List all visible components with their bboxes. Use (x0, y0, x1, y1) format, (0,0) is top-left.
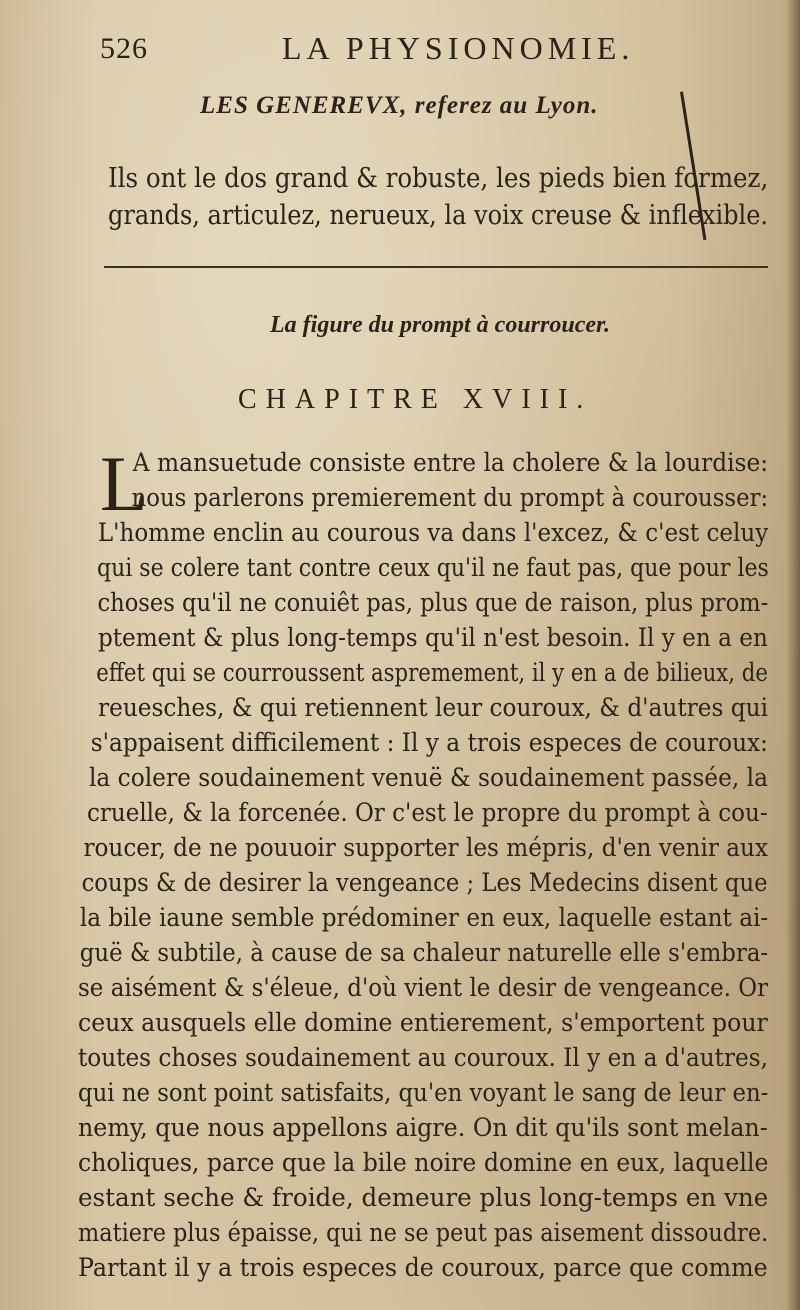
handwritten-annotation: LES GENEREVX, referez au Lyon. (200, 92, 599, 119)
body-line: choliques, parce que la bile noire domine en eux, laquelle (78, 1148, 769, 1178)
body-line: estant seche & froide, demeure plus long-temps en vne (78, 1183, 769, 1213)
body-line: nemy, que nous appellons aigre. On dit qu'ils sont melan- (78, 1113, 768, 1143)
body-line: cruelle, & la forcenée. Or c'est le propre du prompt à cou- (87, 798, 768, 828)
body-line: s'appaisent difficilement : Il y a trois especes de couroux: (90, 728, 768, 758)
body-line: qui ne sont point satisfaits, qu'en voyant le sang de leur en- (78, 1078, 769, 1108)
body-line: coups & de desirer la vengeance ; Les Medecins disent que (81, 868, 768, 898)
page-number: 526 (100, 32, 148, 65)
body-line: A mansuetude consiste entre la cholere & la lourdise: (132, 448, 769, 478)
body-line: matiere plus épaisse, qui ne se peut pas aisement dissoudre. (78, 1218, 769, 1248)
page-gutter-shadow (786, 0, 800, 1310)
intro-paragraph (108, 160, 768, 234)
body-line: la colere soudainement venuë & soudainement passée, la (88, 763, 768, 793)
body-line: choses qu'il ne conuiêt pas, plus que de raison, plus prom- (97, 588, 769, 618)
body-line: toutes choses soudainement au couroux. Il y en a d'autres, (78, 1043, 768, 1073)
body-line: effet qui se courroussent aspremement, il y en a de bilieux, de (96, 658, 768, 688)
body-line: guë & subtile, à cause de sa chaleur naturelle elle s'embra- (79, 938, 769, 968)
body-line: qui se colere tant contre ceux qu'il ne faut pas, que pour les (96, 553, 769, 583)
body-text (78, 440, 769, 1286)
drop-cap: L (100, 440, 148, 527)
body-line: ceux ausquels elle domine entierement, s'emportent pour (78, 1008, 768, 1038)
figure-caption: La figure du prompt à courroucer. (270, 312, 611, 338)
horizontal-rule (104, 266, 768, 268)
body-line: se aisément & s'éleue, d'où vient le desir de vengeance. Or (78, 973, 769, 1003)
body-line: L'homme enclin au courous va dans l'excez, & c'est celuy (97, 518, 769, 548)
body-line: nous parlerons premierement du prompt à courousser: (131, 483, 769, 513)
intro-line: Ils ont le dos grand & robuste, les pieds bien formez, (108, 163, 769, 194)
chapter-heading: CHAPITRE XVIII. (238, 384, 593, 415)
body-line: ptement & plus long-temps qu'il n'est besoin. Il y en a en (97, 623, 768, 653)
body-line: la bile iaune semble prédominer en eux, laquelle estant ai- (79, 903, 769, 933)
intro-line: grands, articulez, nerueux, la voix creuse & inflexible. (108, 200, 769, 231)
body-line: reuesches, & qui retiennent leur couroux, & d'autres qui (98, 693, 769, 723)
body-line: roucer, de ne pouuoir supporter les mépris, d'en venir aux (83, 833, 769, 863)
running-head (100, 28, 660, 72)
running-title: LA PHYSIONOMIE. (282, 30, 635, 66)
body-line: Partant il y a trois especes de couroux, parce que comme (78, 1253, 768, 1283)
